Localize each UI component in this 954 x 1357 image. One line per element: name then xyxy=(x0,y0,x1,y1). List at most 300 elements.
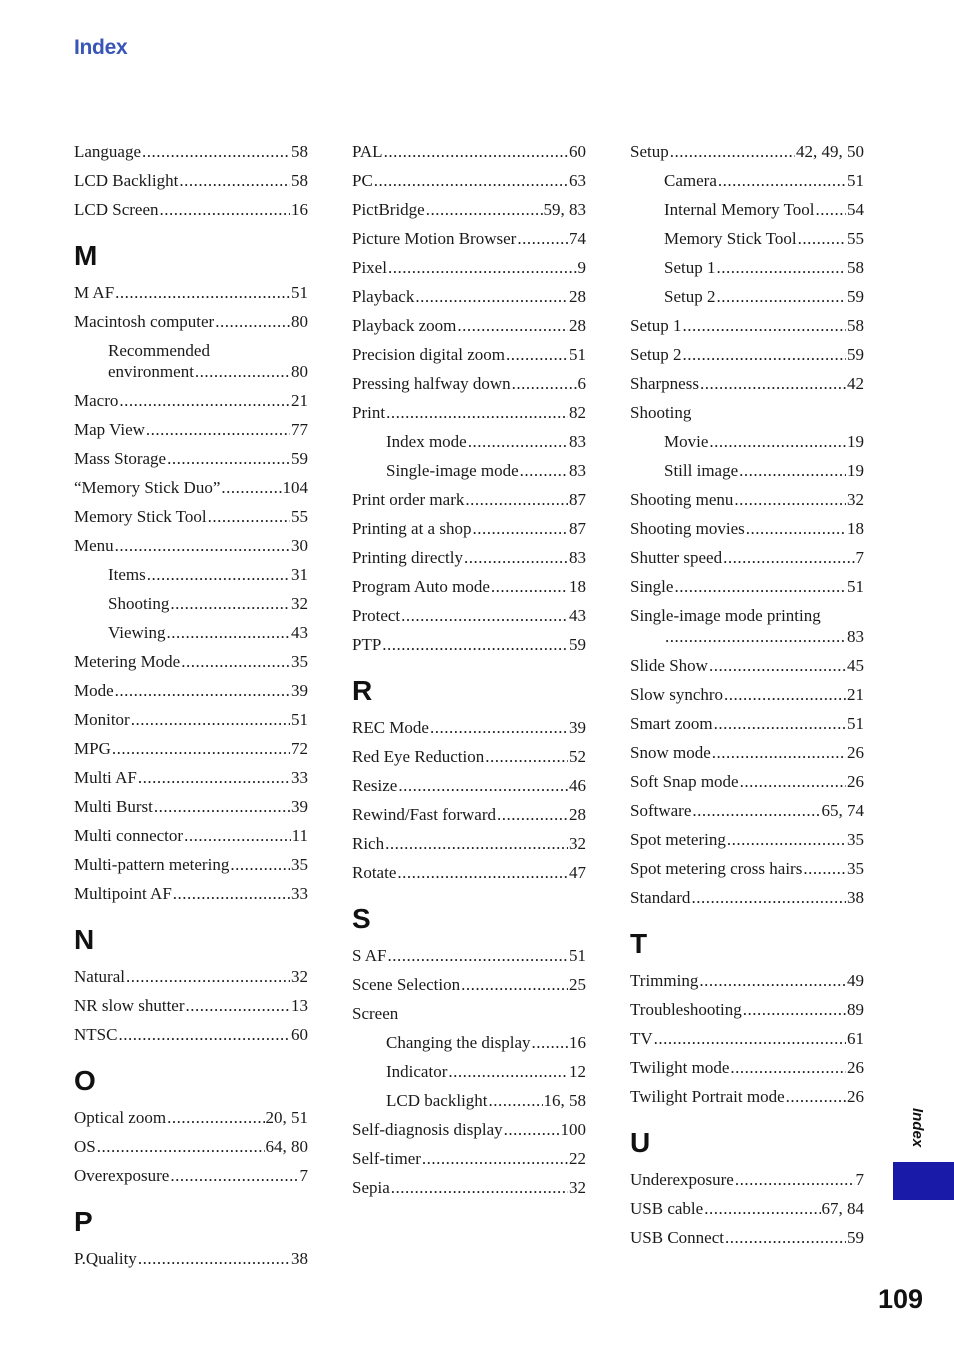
dot-leader xyxy=(468,427,568,456)
index-entry xyxy=(630,369,864,398)
dot-leader xyxy=(170,1161,298,1190)
dot-leader xyxy=(221,473,281,502)
entry-page-ref: 51 xyxy=(569,946,586,965)
index-subentry xyxy=(630,253,864,282)
entry-page-ref: 32 xyxy=(569,834,586,853)
entry-term: Trimming xyxy=(630,971,699,990)
entry-term: NTSC xyxy=(74,1025,118,1044)
index-subentry xyxy=(630,195,864,224)
dot-leader xyxy=(167,444,290,473)
entry-term: PictBridge xyxy=(352,200,425,219)
dot-leader xyxy=(146,415,290,444)
entry-page-ref: 58 xyxy=(847,258,864,277)
entry-page-ref: 6 xyxy=(577,374,586,393)
dot-leader xyxy=(131,705,290,734)
dot-leader xyxy=(374,166,568,195)
dot-leader xyxy=(682,340,846,369)
dot-leader xyxy=(724,680,846,709)
dot-leader xyxy=(665,626,846,647)
entry-page-ref: 51 xyxy=(847,577,864,596)
dot-leader xyxy=(716,282,846,311)
entry-page-ref: 64, 80 xyxy=(265,1137,308,1156)
dot-leader xyxy=(138,1244,290,1273)
entry-term: Setup 1 xyxy=(630,316,682,335)
dot-leader xyxy=(691,883,846,912)
entry-page-ref: 12 xyxy=(569,1062,586,1081)
entry-page-ref: 16 xyxy=(291,200,308,219)
index-entry xyxy=(352,771,586,800)
entry-term: LCD backlight xyxy=(386,1091,488,1110)
entry-page-ref: 26 xyxy=(847,743,864,762)
entry-term: Multipoint AF xyxy=(74,884,172,903)
entry-page-ref: 18 xyxy=(569,577,586,596)
index-entry xyxy=(352,340,586,369)
entry-page-ref: 77 xyxy=(291,420,308,439)
entry-page-ref: 28 xyxy=(569,805,586,824)
index-entry xyxy=(630,605,864,626)
entry-term: Underexposure xyxy=(630,1170,734,1189)
entry-term: Metering Mode xyxy=(74,652,181,671)
index-entry xyxy=(74,386,308,415)
index-subentry xyxy=(630,224,864,253)
entry-term: PAL xyxy=(352,142,383,161)
index-subentry xyxy=(352,456,586,485)
page-number: 109 xyxy=(877,1284,923,1314)
entry-term: OS xyxy=(74,1137,96,1156)
entry-page-ref: 72 xyxy=(291,739,308,758)
entry-page-ref: 51 xyxy=(291,710,308,729)
entry-term: Shutter speed xyxy=(630,548,723,567)
entry-page-ref: 35 xyxy=(847,859,864,878)
entry-term: Movie xyxy=(664,432,709,451)
entry-page-ref: 83 xyxy=(569,461,586,480)
entry-term: Software xyxy=(630,801,692,820)
entry-term: Index mode xyxy=(386,432,467,451)
index-entry xyxy=(74,502,308,531)
dot-leader xyxy=(746,514,846,543)
dot-leader xyxy=(740,767,846,796)
entry-page-ref: 87 xyxy=(569,519,586,538)
index-entry xyxy=(630,680,864,709)
entry-term: Program Auto mode xyxy=(352,577,490,596)
index-subentry xyxy=(630,456,864,485)
entry-term: Shooting menu xyxy=(630,490,734,509)
index-entry xyxy=(630,709,864,738)
entry-page-ref: 51 xyxy=(569,345,586,364)
dot-leader xyxy=(115,676,290,705)
entry-page-ref: 46 xyxy=(569,776,586,795)
entry-page-ref: 32 xyxy=(291,594,308,613)
index-subentry xyxy=(74,560,308,589)
entry-page-ref: 13 xyxy=(291,996,308,1015)
entry-term: Setup 2 xyxy=(630,345,682,364)
entry-page-ref: 42, 49, 50 xyxy=(796,142,864,161)
entry-page-ref: 7 xyxy=(855,1170,864,1189)
index-entry xyxy=(352,713,586,742)
entry-term: Spot metering cross hairs xyxy=(630,859,803,878)
entry-page-ref: 26 xyxy=(847,1087,864,1106)
entry-term: Monitor xyxy=(74,710,130,729)
entry-page-ref: 89 xyxy=(847,1000,864,1019)
dot-leader xyxy=(160,195,290,224)
dot-leader xyxy=(426,195,543,224)
entry-term: Playback xyxy=(352,287,415,306)
dot-leader xyxy=(138,763,290,792)
entry-page-ref: 7 xyxy=(299,1166,308,1185)
index-entry xyxy=(630,1053,864,1082)
index-entry xyxy=(630,1165,864,1194)
entry-page-ref: 39 xyxy=(569,718,586,737)
entry-term: S AF xyxy=(352,946,387,965)
entry-term: Changing the display xyxy=(386,1033,531,1052)
index-entry xyxy=(630,572,864,601)
dot-leader xyxy=(512,369,577,398)
dot-leader xyxy=(430,713,568,742)
entry-term: Multi-pattern metering xyxy=(74,855,230,874)
dot-leader xyxy=(184,821,291,850)
entry-term: Troubleshooting xyxy=(630,1000,742,1019)
index-entry xyxy=(352,858,586,887)
index-column-1 xyxy=(74,137,308,1273)
index-entry xyxy=(74,195,308,224)
entry-term: Snow mode xyxy=(630,743,711,762)
entry-term: Protect xyxy=(352,606,401,625)
entry-term: Multi Burst xyxy=(74,797,153,816)
entry-page-ref: 80 xyxy=(291,312,308,331)
dot-leader xyxy=(208,502,290,531)
index-entry xyxy=(74,278,308,307)
entry-term: NR slow shutter xyxy=(74,996,185,1015)
entry-page-ref: 42 xyxy=(847,374,864,393)
dot-leader xyxy=(712,738,846,767)
dot-leader xyxy=(506,340,568,369)
entry-page-ref: 59 xyxy=(847,287,864,306)
dot-leader xyxy=(115,278,290,307)
index-entry xyxy=(352,630,586,659)
dot-leader xyxy=(215,307,290,336)
index-entry xyxy=(352,253,586,282)
entry-term: Camera xyxy=(664,171,717,190)
entry-page-ref: 59 xyxy=(291,449,308,468)
index-entry xyxy=(74,531,308,560)
entry-term: Language xyxy=(74,142,142,161)
index-entry-continuation xyxy=(630,626,864,651)
dot-leader xyxy=(803,854,846,883)
entry-page-ref: 21 xyxy=(847,685,864,704)
dot-leader xyxy=(709,427,846,456)
index-entry xyxy=(74,307,308,336)
index-entry xyxy=(74,962,308,991)
entry-page-ref: 59, 83 xyxy=(543,200,586,219)
entry-page-ref: 18 xyxy=(847,519,864,538)
entry-term: Twilight mode xyxy=(630,1058,730,1077)
index-entry xyxy=(630,514,864,543)
entry-term: Single-image mode xyxy=(386,461,519,480)
index-entry-continuation xyxy=(74,361,308,386)
section-letter: R xyxy=(352,675,373,706)
dot-leader xyxy=(718,166,846,195)
entry-term: Print order mark xyxy=(352,490,465,509)
section-letter: S xyxy=(352,903,371,934)
index-entry xyxy=(352,514,586,543)
entry-term: Multi connector xyxy=(74,826,184,845)
index-entry xyxy=(74,879,308,908)
entry-term: Overexposure xyxy=(74,1166,170,1185)
dot-leader xyxy=(727,825,846,854)
entry-page-ref: 61 xyxy=(847,1029,864,1048)
dot-leader xyxy=(670,137,795,166)
index-entry xyxy=(630,485,864,514)
entry-page-ref: 35 xyxy=(291,855,308,874)
entry-term: Scene Selection xyxy=(352,975,461,994)
entry-page-ref: 43 xyxy=(291,623,308,642)
entry-term: Soft Snap mode xyxy=(630,772,739,791)
index-entry xyxy=(74,763,308,792)
dot-leader xyxy=(699,966,846,995)
index-entry xyxy=(352,398,586,427)
entry-page-ref: 104 xyxy=(282,478,308,497)
index-entry xyxy=(630,966,864,995)
entry-page-ref: 39 xyxy=(291,797,308,816)
entry-term: Playback zoom xyxy=(352,316,457,335)
entry-page-ref: 16 xyxy=(569,1033,586,1052)
entry-term: Twilight Portrait mode xyxy=(630,1087,785,1106)
entry-page-ref: 30 xyxy=(291,536,308,555)
entry-term: Standard xyxy=(630,888,691,907)
index-entry xyxy=(352,485,586,514)
entry-page-ref: 47 xyxy=(569,863,586,882)
entry-page-ref: 58 xyxy=(847,316,864,335)
index-entry xyxy=(74,473,308,502)
entry-term: Slide Show xyxy=(630,656,708,675)
dot-leader xyxy=(401,601,568,630)
entry-term: PC xyxy=(352,171,373,190)
dot-leader xyxy=(517,224,568,253)
index-entry xyxy=(352,970,586,999)
entry-term: Natural xyxy=(74,967,125,986)
entry-term: Memory Stick Tool xyxy=(664,229,797,248)
entry-page-ref: 87 xyxy=(569,490,586,509)
index-subentry xyxy=(74,618,308,647)
index-entry xyxy=(352,800,586,829)
index-entry xyxy=(630,854,864,883)
entry-term: Setup 2 xyxy=(664,287,716,306)
index-entry xyxy=(74,1020,308,1049)
entry-term: TV xyxy=(630,1029,653,1048)
index-entry xyxy=(630,651,864,680)
entry-page-ref: 60 xyxy=(569,142,586,161)
entry-page-ref: 16, 58 xyxy=(543,1091,586,1110)
entry-term: Rewind/Fast forward xyxy=(352,805,497,824)
entry-page-ref: 19 xyxy=(847,461,864,480)
entry-term: Slow synchro xyxy=(630,685,724,704)
index-entry xyxy=(630,995,864,1024)
index-subentry xyxy=(630,282,864,311)
index-entry xyxy=(352,829,586,858)
entry-term: USB Connect xyxy=(630,1228,724,1247)
entry-term: Macro xyxy=(74,391,119,410)
index-subentry xyxy=(352,1086,586,1115)
dot-leader xyxy=(465,485,568,514)
dot-leader xyxy=(725,1223,846,1252)
entry-page-ref: 32 xyxy=(291,967,308,986)
entry-term: LCD Screen xyxy=(74,200,159,219)
entry-term: Recommended xyxy=(108,341,210,360)
dot-leader xyxy=(457,311,568,340)
index-entry xyxy=(74,821,308,850)
entry-term: PTP xyxy=(352,635,382,654)
index-entry xyxy=(630,1194,864,1223)
entry-page-ref: 59 xyxy=(847,345,864,364)
entry-term: Rotate xyxy=(352,863,397,882)
index-entry xyxy=(352,195,586,224)
dot-leader xyxy=(391,1173,568,1202)
entry-page-ref: 82 xyxy=(569,403,586,422)
entry-term: “Memory Stick Duo” xyxy=(74,478,221,497)
index-entry xyxy=(352,1173,586,1202)
dot-leader xyxy=(734,485,846,514)
index-entry xyxy=(352,166,586,195)
entry-page-ref: 7 xyxy=(855,548,864,567)
entry-term: Optical zoom xyxy=(74,1108,167,1127)
dot-leader xyxy=(497,800,568,829)
dot-leader xyxy=(388,941,569,970)
section-letter: U xyxy=(630,1127,651,1158)
entry-term: Shooting movies xyxy=(630,519,745,538)
index-entry xyxy=(74,1103,308,1132)
entry-term: LCD Backlight xyxy=(74,171,179,190)
index-entry xyxy=(74,792,308,821)
dot-leader xyxy=(230,850,290,879)
entry-page-ref: 35 xyxy=(291,652,308,671)
entry-term: Smart zoom xyxy=(630,714,713,733)
dot-leader xyxy=(118,1020,290,1049)
dot-leader xyxy=(674,572,846,601)
entry-page-ref: 31 xyxy=(291,565,308,584)
section-letter: M xyxy=(74,240,98,271)
entry-page-ref: 26 xyxy=(847,1058,864,1077)
index-entry xyxy=(352,742,586,771)
dot-leader xyxy=(654,1024,846,1053)
index-entry xyxy=(74,340,308,361)
entry-term: Screen xyxy=(352,1004,399,1023)
entry-page-ref: 80 xyxy=(291,362,308,381)
index-entry xyxy=(74,647,308,676)
page-header-title: Index xyxy=(74,36,128,59)
entry-page-ref: 45 xyxy=(847,656,864,675)
entry-page-ref: 60 xyxy=(291,1025,308,1044)
index-column-3 xyxy=(630,137,864,1252)
entry-term: Pixel xyxy=(352,258,387,277)
index-entry xyxy=(630,340,864,369)
index-entry xyxy=(74,444,308,473)
index-entry xyxy=(352,1115,586,1144)
index-entry xyxy=(630,767,864,796)
entry-term: M AF xyxy=(74,283,115,302)
index-entry xyxy=(630,825,864,854)
dot-leader xyxy=(397,858,568,887)
entry-term: Items xyxy=(108,565,146,584)
dot-leader xyxy=(112,734,290,763)
entry-term: Memory Stick Tool xyxy=(74,507,207,526)
section-letter: N xyxy=(74,924,95,955)
entry-page-ref: 33 xyxy=(291,884,308,903)
index-subentry xyxy=(352,427,586,456)
dot-leader xyxy=(179,166,290,195)
entry-term: Self-timer xyxy=(352,1149,421,1168)
index-column-2 xyxy=(352,137,586,1202)
entry-term: Map View xyxy=(74,420,145,439)
entry-page-ref: 38 xyxy=(291,1249,308,1268)
index-entry xyxy=(74,137,308,166)
index-entry xyxy=(352,572,586,601)
entry-page-ref: 67, 84 xyxy=(821,1199,864,1218)
entry-page-ref: 28 xyxy=(569,316,586,335)
entry-page-ref: 19 xyxy=(847,432,864,451)
entry-term: MPG xyxy=(74,739,111,758)
index-entry xyxy=(352,369,586,398)
entry-page-ref: 25 xyxy=(569,975,586,994)
index-entry xyxy=(630,543,864,572)
entry-term: Printing at a shop xyxy=(352,519,472,538)
side-tab-label: Index xyxy=(909,1108,926,1148)
entry-term: Menu xyxy=(74,536,114,555)
index-entry xyxy=(74,166,308,195)
index-entry xyxy=(352,601,586,630)
entry-page-ref: 83 xyxy=(569,548,586,567)
entry-term: Macintosh computer xyxy=(74,312,215,331)
dot-leader xyxy=(422,1144,568,1173)
entry-term: Printing directly xyxy=(352,548,463,567)
dot-leader xyxy=(385,829,568,858)
entry-term: Sepia xyxy=(352,1178,390,1197)
entry-page-ref: 35 xyxy=(847,830,864,849)
entry-term: Precision digital zoom xyxy=(352,345,505,364)
entry-page-ref: 83 xyxy=(569,432,586,451)
entry-page-ref: 22 xyxy=(569,1149,586,1168)
dot-leader xyxy=(461,970,568,999)
entry-page-ref: 100 xyxy=(560,1120,586,1139)
entry-page-ref: 49 xyxy=(847,971,864,990)
entry-page-ref: 51 xyxy=(847,171,864,190)
entry-term: Self-diagnosis display xyxy=(352,1120,503,1139)
entry-page-ref: 32 xyxy=(847,490,864,509)
entry-page-ref: 39 xyxy=(291,681,308,700)
index-entry xyxy=(352,543,586,572)
dot-leader xyxy=(170,589,290,618)
entry-page-ref: 26 xyxy=(847,772,864,791)
entry-term: Shooting xyxy=(630,403,692,422)
dot-leader xyxy=(119,386,290,415)
dot-leader xyxy=(388,253,577,282)
entry-page-ref: 55 xyxy=(291,507,308,526)
index-entry xyxy=(74,1244,308,1273)
entry-term: Mode xyxy=(74,681,114,700)
entry-term: Multi AF xyxy=(74,768,137,787)
entry-page-ref: 28 xyxy=(569,287,586,306)
dot-leader xyxy=(520,456,568,485)
entry-page-ref: 54 xyxy=(847,200,864,219)
dot-leader xyxy=(384,137,568,166)
entry-page-ref: 32 xyxy=(569,1178,586,1197)
entry-page-ref: 43 xyxy=(569,606,586,625)
section-letter: T xyxy=(630,928,648,959)
index-entry xyxy=(352,311,586,340)
entry-term: Viewing xyxy=(108,623,166,642)
entry-term: Internal Memory Tool xyxy=(664,200,815,219)
dot-leader xyxy=(147,560,290,589)
dot-leader xyxy=(415,282,568,311)
